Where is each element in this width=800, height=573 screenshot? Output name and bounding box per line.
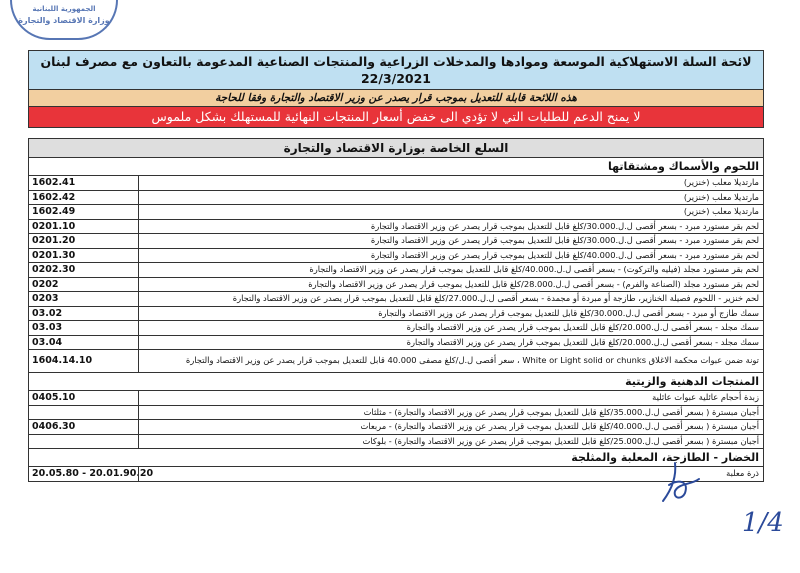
table-row [28,220,764,235]
hs-code: 1602.49 [32,206,76,217]
hs-code: 0201.10 [32,220,76,232]
hs-code: 0405.10 [32,392,76,403]
hs-code: 0201.30 [32,249,76,261]
table-row [28,391,764,406]
hs-code: 0202.30 [32,264,76,275]
hs-code: 1602.42 [32,191,76,203]
goods-table [28,158,764,482]
document-body [28,50,764,482]
title-line: لائحة السلة الاستهلاكية الموسعة وموادها والمدخلات الزراعية والمنتجات الصناعية المدعومة بالتعاون مع مصرف لبنان [40,54,752,69]
item-description: سمك طازج أو مبرد - بسعر أقصى ل.ل.30.000/كلغ قابل للتعديل بموجب قرار يصدر عن وزير الاقتصاد والتجارة [138,307,763,321]
table-row [28,420,764,435]
item-description: مارتديلا معلب (خنزير) [138,176,763,190]
page-number: 1/4 [742,508,784,538]
amendment-note: هذه اللائحة قابلة للتعديل بموجب قرار يصدر عن وزير الاقتصاد والتجارة وفقا للحاجة [28,90,764,107]
item-description: لحم بقر مستورد مبرد - بسعر أقصى ل.ل.30.000/كلغ قابل للتعديل بموجب قرار يصدر عن وزير الاقتصاد والتجارة [138,220,763,234]
table-row [28,176,764,191]
item-description: لحم بقر مستورد مبرد - بسعر أقصى ل.ل.40.000/كلغ قابل للتعديل بموجب قرار يصدر عن وزير الاقتصاد والتجارة [138,249,763,263]
table-row [28,321,764,336]
item-description: لحم بقر مستورد مجلد (فيليه والتركوت) - بسعر أقصى ل.ل.40.000/كلغ قابل للتعديل بموجب قرار يصدر عن وزير الاقتصاد والتجارة [138,263,763,277]
hs-code: 1604.14.10 [32,355,93,366]
table-row [28,278,764,293]
table-row [28,234,764,249]
stamp-top-text: الجمهورية اللبنانية [32,5,96,13]
hs-code: 0202 [32,278,59,290]
section-title: السلع الخاصة بوزارة الاقتصاد والتجارة [28,138,764,158]
table-row [28,249,764,264]
item-description: سمك مجلد - بسعر أقصى ل.ل.20.000/كلغ قابل للتعديل بموجب قرار يصدر عن وزير الاقتصاد والتجارة [138,321,763,335]
hs-code: 0406.30 [32,421,76,432]
item-description: أجبان مبسترة ( بسعر أقصى ل.ل.35.000/كلغ قابل للتعديل بموجب قرار يصدر عن وزير الاقتصاد والتجارة) - مثلثات [138,406,763,420]
subsidy-warning: لا يمنح الدعم للطلبات التي لا تؤدي الى خفض أسعار المنتجات النهائية للمستهلك بشكل ملموس [28,107,764,128]
table-row [28,307,764,322]
hs-code: 03.03 [32,322,63,333]
table-row [28,205,764,220]
hs-code [29,435,138,449]
item-description: لحم خنزير - اللحوم فصيلة الخنازير، طازجة أو مبردة أو مجمدة - بسعر أقصى ل.ل.27.000/كلغ قابل للتعديل بموجب قرار يصدر عن وزير الاقتصاد والتجارة [138,292,763,306]
item-description: مارتديلا معلب (خنزير) [138,191,763,205]
table-row [28,263,764,278]
table-row [28,292,764,307]
table-row [28,191,764,206]
document-title [28,50,764,90]
item-description: لحم بقر مستورد مبرد - بسعر أقصى ل.ل.30.000/كلغ قابل للتعديل بموجب قرار يصدر عن وزير الاقتصاد والتجارة [138,234,763,248]
table-row [28,350,764,373]
hs-code: 0201.20 [32,235,76,246]
item-description: أجبان مبسترة ( بسعر أقصى ل.ل.25.000/كلغ قابل للتعديل بموجب قرار يصدر عن وزير الاقتصاد والتجارة) - بلوكات [138,435,763,449]
table-row [28,467,764,482]
hs-code: 0203 [32,293,59,304]
item-description: أجبان مبسترة ( بسعر أقصى ل.ل.40.000/كلغ قابل للتعديل بموجب قرار يصدر عن وزير الاقتصاد والتجارة) - مربعات [138,420,763,434]
title-date: 22/3/2021 [360,71,431,86]
hs-code: 03.04 [32,336,63,348]
item-description: سمك مجلد - بسعر أقصى ل.ل.20.000/كلغ قابل للتعديل بموجب قرار يصدر عن وزير الاقتصاد والتجارة [138,336,763,350]
table-row [28,406,764,421]
hs-code: 20.05.80 - 20.01.90.20 [32,468,154,479]
table-row [28,435,764,450]
item-description: ذرة معلبة [138,467,763,481]
item-description: زبدة أحجام عائلية عبوات عائلية [138,391,763,405]
table-row [28,336,764,351]
item-description: لحم بقر مستورد مجلد (الصناعة والفرم) - بسعر أقصى ل.ل.28.000/كلغ قابل للتعديل بموجب قرار يصدر عن وزير الاقتصاد والتجارة [138,278,763,292]
item-description: تونة ضمن عبوات محكمة الاغلاق White or Light solid or chunks ، سعر أقصى ل.ل/كلغ مصفى 40.000 قابل للتعديل بموجب قرار يصدر عن وزير الاقتصاد والتجارة [138,350,763,372]
category-title: اللحوم والأسماك ومشتقاتها [28,158,764,176]
category-title: الخضار - الطازجة، المعلبة والمثلجة [28,449,764,467]
stamp-bottom-text: وزارة الاقتصاد والتجارة [18,16,110,25]
item-description: مارتديلا معلب (خنزير) [138,205,763,219]
ministry-stamp [10,0,118,40]
hs-code [29,406,138,420]
signature-mark [655,455,705,507]
category-title: المنتجات الدهنية والزيتية [28,373,764,391]
hs-code: 1602.41 [32,177,76,188]
hs-code: 03.02 [32,307,63,319]
